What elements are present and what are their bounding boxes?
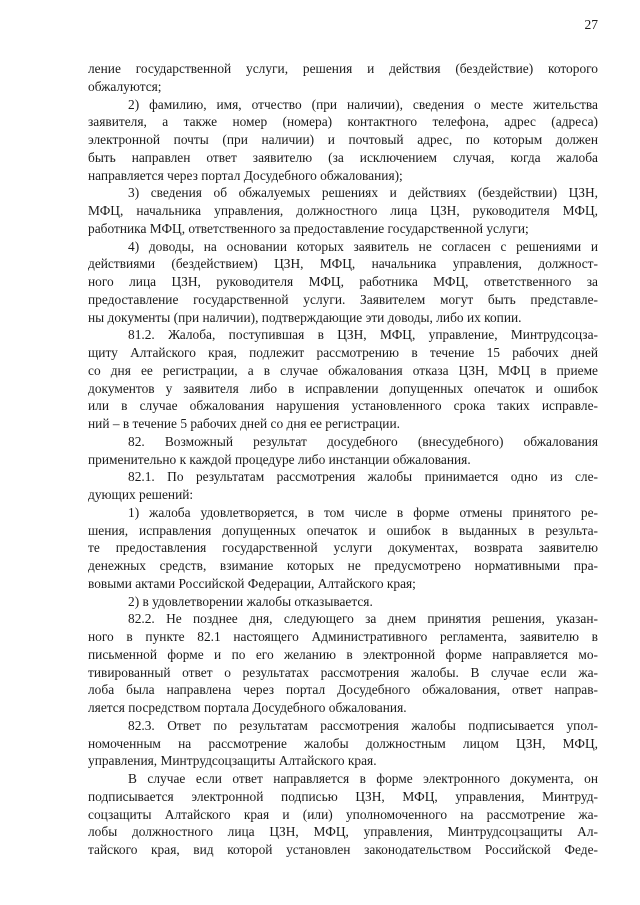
text-line: 2) фамилию, имя, отчество (при наличии), сведения о месте жительства: [128, 96, 598, 112]
text-line: или в случае обжалования нарушения установленного срока таких исправле-: [88, 398, 598, 414]
text-line: щиту Алтайского края, подлежит рассмотрению в течение 15 рабочих дней: [88, 345, 598, 360]
text-line: подписывается электронной подписью ЦЗН, МФЦ, управления, Минтруд-: [88, 788, 598, 804]
text-line: быть направлен ответ заявителю (за исключением случая, когда жалоба: [88, 149, 598, 165]
text-line: ление государственной услуги, решения и действия (бездействие) которого: [88, 61, 598, 76]
text-line: соцзащиты Алтайского края и (или) уполномоченного на рассмотрение жа-: [88, 806, 598, 822]
text-line: управления, Минтрудсоцзащиты Алтайского края.: [88, 753, 377, 769]
text-line: 82.1. По результатам рассмотрения жалобы принимается одно из сле-: [128, 469, 598, 485]
text-line: денежных средств, взимание которых не предусмотрено нормативными пра-: [88, 558, 598, 573]
text-line: обжалуются;: [88, 78, 162, 94]
text-line: 82. Возможный результат досудебного (внесудебного) обжалования: [128, 433, 598, 449]
text-line: ного в пункте 82.1 настоящего Административного регламента, заявителю в: [88, 629, 598, 644]
text-line: заявителя, а также номер (номера) контактного телефона, адрес (адреса): [88, 114, 598, 130]
text-line: ляется посредством портала Досудебного обжалования.: [88, 700, 407, 715]
text-line: 4) доводы, на основании которых заявитель не согласен с решениями и: [128, 238, 598, 254]
page-number: 27: [584, 17, 598, 32]
text-line: 82.2. Не позднее дня, следующего за днем принятия решения, указан-: [128, 611, 598, 627]
document-body: [88, 60, 598, 859]
text-line: ний – в течение 5 рабочих дней со дня ее регистрации.: [88, 416, 400, 431]
text-line: лобы должностного лица ЦЗН, МФЦ, управления, Минтрудсоцзащиты Ал-: [88, 824, 598, 840]
text-line: шения, исправления допущенных опечаток и ошибок в выданных в результа-: [88, 522, 598, 538]
text-line: ны документы (при наличии), подтверждающие эти доводы, либо их копии.: [88, 309, 522, 325]
text-line: тивированный ответ о результатах рассмотрения жалобы. В случае если жа-: [88, 664, 598, 680]
text-line: В случае если ответ направляется в форме электронного документа, он: [128, 771, 598, 786]
text-line: ного лица ЦЗН, руководителя МФЦ, работника МФЦ, ответственного за: [88, 274, 598, 289]
text-line: документов у заявителя либо в исправлении допущенных опечаток и ошибок: [88, 380, 598, 396]
text-line: 3) сведения об обжалуемых решениях и действиях (бездействии) ЦЗН,: [128, 185, 598, 201]
text-line: те предоставления государственной услуги документах, возврата заявителю: [88, 540, 598, 556]
text-line: тайского края, вид которой установлен законодательством Российской Феде-: [88, 842, 598, 857]
text-line: МФЦ, начальника управления, должностного лица ЦЗН, руководителя МФЦ,: [88, 203, 598, 218]
text-line: действиями (бездействием) ЦЗН, МФЦ, начальника управления, должност-: [88, 256, 598, 272]
text-line: 81.2. Жалоба, поступившая в ЦЗН, МФЦ, управление, Минтрудсоцза-: [128, 327, 598, 343]
text-line: направляется через портал Досудебного обжалования);: [88, 167, 403, 183]
text-line: дующих решений:: [88, 487, 194, 502]
text-line: 82.3. Ответ по результатам рассмотрения жалобы подписывается упол-: [128, 717, 598, 733]
text-line: применительно к каждой процедуре либо инстанции обжалования.: [88, 451, 471, 467]
text-line: вовыми актами Российской Федерации, Алтайского края;: [88, 575, 416, 591]
text-line: со дня ее регистрации, а в случае обжалования отказа ЦЗН, МФЦ в приеме: [88, 362, 598, 378]
text-line: номоченным на рассмотрение жалобы должностным лицом ЦЗН, МФЦ,: [88, 735, 598, 751]
text-line: 2) в удовлетворении жалобы отказывается.: [128, 593, 373, 609]
text-line: лоба была направлена через портал Досудебного обжалования, ответ направ-: [88, 682, 598, 698]
text-line: 1) жалоба удовлетворяется, в том числе в форме отмены принятого ре-: [128, 504, 598, 520]
text-line: письменной форме и по его желанию в электронной форме направляется мо-: [88, 646, 598, 662]
text-line: предоставление государственной услуги. Заявителем могут быть представле-: [88, 291, 598, 307]
text-line: электронной почты (при наличии) и почтовый адрес, по которым должен: [88, 132, 598, 147]
text-line: работника МФЦ, ответственного за предоставление государственной услуги;: [88, 220, 529, 236]
